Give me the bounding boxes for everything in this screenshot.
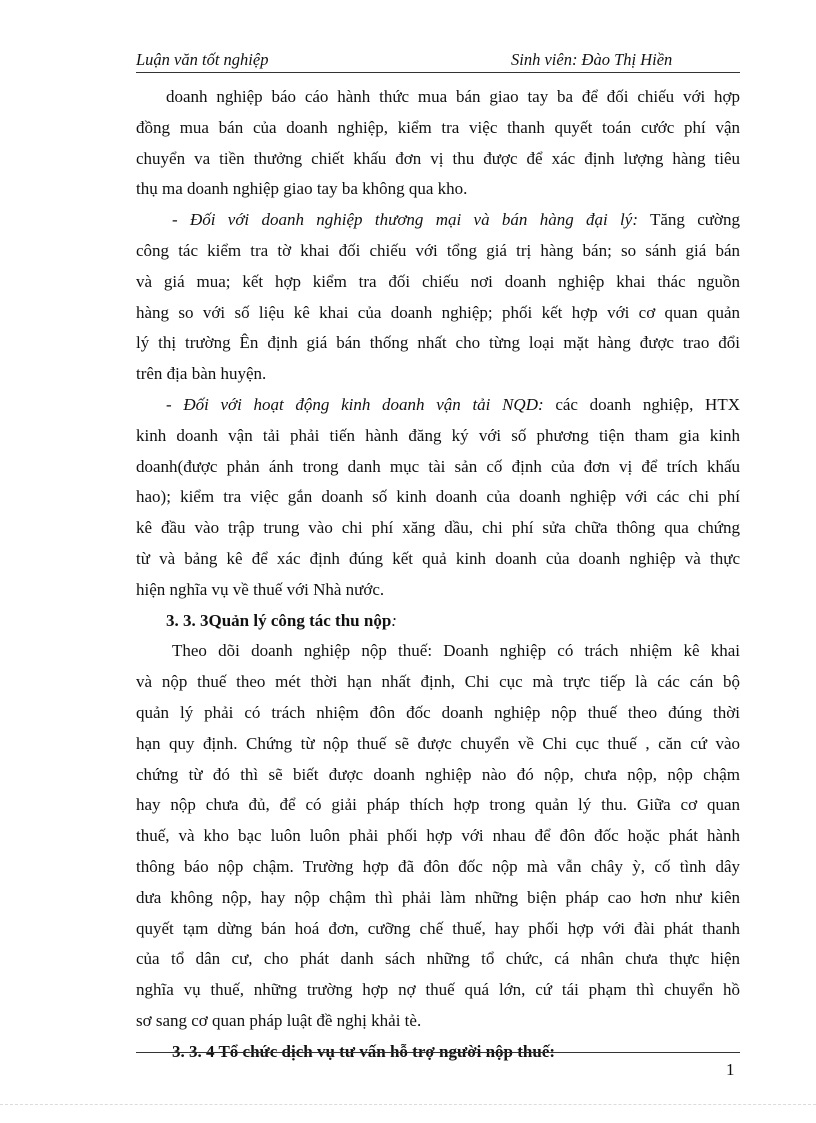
body-line: lý thị trường Ên định giá bán thống nhất cho từng loại mặt hàng được trao đổi (136, 333, 740, 353)
body-line: chứng từ đó thì sẽ biết được doanh nghiệp nào đó nộp, chưa nộp, nộp chậm (136, 764, 740, 784)
section-heading-colon: : (391, 610, 397, 630)
page-header (136, 48, 740, 73)
footer-divider (136, 1052, 740, 1053)
body-line: trên địa bàn huyện. (136, 364, 267, 384)
section-heading: 3. 3. 4 Tổ chức dịch vụ tư vấn hỗ trợ người nộp thuế: (172, 1041, 556, 1061)
body-line: doanh(được phản ánh trong danh mục tài sản cố định của đơn vị để trích khấu (136, 456, 740, 476)
body-line: thuế, và kho bạc luôn luôn phải phối hợp với nhau để đôn đốc hoặc phát hành (136, 826, 740, 846)
body-line: sơ sang cơ quan pháp luật đề nghị khải tè. (136, 1010, 422, 1030)
page-edge-divider (0, 1104, 816, 1105)
body-line: Theo dõi doanh nghiệp nộp thuế: Doanh nghiệp có trách nhiệm kê khai (172, 641, 740, 661)
body-line: quản lý phải có trách nhiệm đôn đốc doanh nghiệp nộp thuế theo đúng thời (136, 702, 740, 722)
header-student-name: Sinh viên: Đào Thị Hiền (511, 50, 673, 69)
paragraph-lead-transport: - Đối với hoạt động kinh doanh vận tải NQD: (166, 394, 544, 414)
body-text: các doanh nghiệp, HTX (543, 394, 740, 414)
body-line: của tổ dân cư, cho phát danh sách những tổ chức, cá nhân chưa thực hiện (136, 949, 740, 969)
body-text: Tăng cường (638, 210, 740, 230)
body-line: từ và bảng kê để xác định đúng kết quả kinh doanh của doanh nghiệp và thực (136, 548, 740, 568)
section-heading-text: 3. 3. 3Quản lý công tác thu nộp (166, 610, 392, 630)
body-line: đồng mua bán của doanh nghiệp, kiểm tra việc thanh quyết toán cước phí vận (136, 117, 740, 137)
body-line: và giá mua; kết hợp kiểm tra đối chiếu nơi doanh nghiệp khai thác nguồn (136, 271, 740, 291)
body-line: kê đầu vào trập trung vào chi phí xăng dầu, chi phí sửa chữa thông qua chứng (136, 518, 740, 538)
header-thesis-title: Luận văn tốt nghiệp (136, 50, 269, 69)
paragraph-lead-trade: - Đối với doanh nghiệp thương mại và bán hàng đại lý: (172, 210, 638, 230)
body-line (136, 390, 740, 421)
body-line: chuyển va tiền thưởng chiết khấu đơn vị thu được để xác định lượng hàng tiêu (136, 148, 740, 168)
body-line: hiện nghĩa vụ về thuế với Nhà nước. (136, 579, 385, 599)
body-line: hao); kiểm tra việc gắn doanh số kinh doanh của doanh nghiệp với các chi phí (136, 487, 740, 507)
body-line: nghĩa vụ thuế, những trường hợp nợ thuế quá lớn, cứ tái phạm thì chuyển hồ (136, 980, 740, 1000)
body-line: thụ ma doanh nghiệp giao tay ba không qua kho. (136, 179, 468, 199)
body-line: hàng so với số liệu kê khai của doanh nghiệp; phối kết hợp với cơ quan quản (136, 302, 740, 322)
body-line: kinh doanh vận tải phải tiến hành đăng ký với số phương tiện tham gia kinh (136, 425, 740, 445)
body-line: dưa không nộp, hay nộp chậm thì phải làm những biện pháp cao hơn như kiên (136, 887, 740, 907)
body-line: quyết tạm dừng bán hoá đơn, cưỡng chế thuế, hay phối hợp với đài phát thanh (136, 918, 740, 938)
body-line: hạn quy định. Chứng từ nộp thuế sẽ được chuyển về Chi cục thuế , căn cứ vào (136, 733, 740, 753)
body-line: công tác kiểm tra tờ khai đối chiếu với tổng giá trị hàng bán; so sánh giá bán (136, 240, 740, 260)
body-line: doanh nghiệp báo cáo hành thức mua bán giao tay ba để đối chiếu với hợp (166, 87, 740, 106)
body-line (136, 205, 740, 236)
document-body (136, 82, 740, 1068)
section-heading (136, 606, 740, 637)
body-line: hay nộp chưa đủ, để có giải pháp thích hợp trong quản lý thu. Giữa cơ quan (136, 795, 740, 815)
page-number: 1 (726, 1060, 735, 1079)
body-line: và nộp thuế theo mét thời hạn nhất định, Chi cục mà trực tiếp là các cán bộ (136, 672, 740, 692)
body-line: thông báo nộp chậm. Trường hợp đã đôn đốc nộp mà vẫn chây ỳ, cố tình dây (136, 856, 740, 876)
